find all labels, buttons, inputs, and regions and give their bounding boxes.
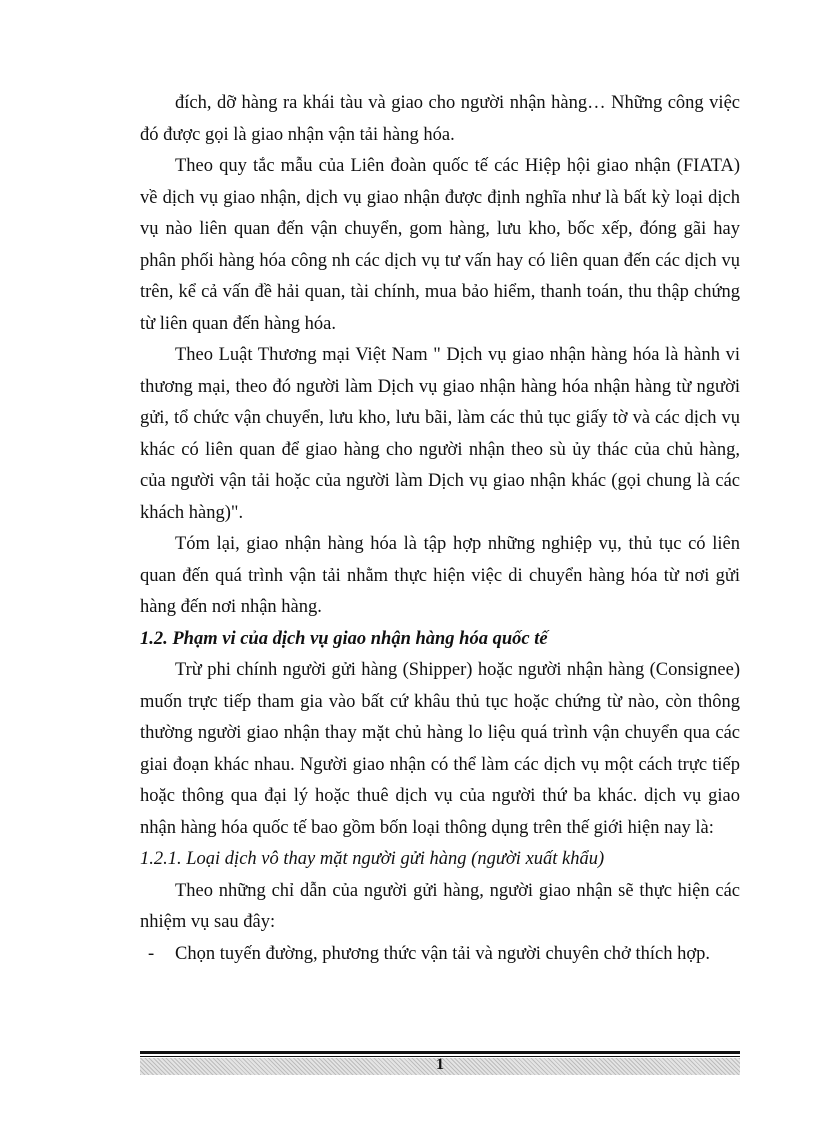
paragraph-instructions: Theo những chỉ dẫn của người gửi hàng, người giao nhận sẽ thực hiện các nhiệm vụ sau đây: xyxy=(140,880,740,932)
section-heading-1-2: 1.2. Phạm vi của dịch vụ giao nhận hàng hóa quốc tế xyxy=(140,628,548,649)
page-footer xyxy=(140,1051,740,1075)
paragraph-fiata-definition: Theo quy tắc mẫu của Liên đoàn quốc tế các Hiệp hội giao nhận (FIATA) về dịch vụ giao nhận, dịch vụ giao nhận được định nghĩa như là bất kỳ loại dịch vụ nào liên quan đến vận chuyển, gom hàng, lưu kho, bốc xếp, đóng gãi hay phân phối hàng hóa công nh các dịch vụ tư vấn hay có liên quan đến các dịch vụ trên, kể cả vấn đề hải quan, tài chính, mua bảo hiểm, thanh toán, thu thập chứng từ liên quan đến hàng hóa. xyxy=(140,156,740,334)
paragraph-scope: Trừ phi chính người gửi hàng (Shipper) hoặc người nhận hàng (Consignee) muốn trực tiếp tham gia vào bất cứ khâu thủ tục hoặc chứng từ nào, còn thông thường người giao nhận thay mặt chủ hàng lo liệu quá trình vận chuyển qua các giai đoạn khác nhau. Người giao nhận có thể làm các dịch vụ một cách trực tiếp hoặc thông qua đại lý hoặc thuê dịch vụ của người thứ ba khác. dịch vụ giao nhận hàng hóa quốc tế bao gồm bốn loại thông dụng trên thế giới hiện nay là: xyxy=(140,660,740,838)
page-number: 1 xyxy=(436,1056,444,1073)
paragraph-summary: Tóm lại, giao nhận hàng hóa là tập hợp những nghiệp vụ, thủ tục có liên quan đến quá trình vận tải nhằm thực hiện việc di chuyển hàng hóa từ nơi gửi hàng đến nơi nhận hàng. xyxy=(140,534,740,617)
paragraph-freight-definition-end: đích, dỡ hàng ra khái tàu và giao cho người nhận hàng… Những công việc đó được gọi là giao nhận vận tải hàng hóa. xyxy=(140,93,740,145)
paragraph-vietnam-commercial-law: Theo Luật Thương mại Việt Nam " Dịch vụ giao nhận hàng hóa là hành vi thương mại, theo đó người làm Dịch vụ giao nhận hàng hóa nhận hàng từ người gửi, tổ chức vận chuyển, lưu kho, lưu bãi, làm các thủ tục giấy tờ và các dịch vụ khác có liên quan để giao hàng cho người nhận theo sù ủy thác của chủ hàng, của người vận tải hoặc của người làm Dịch vụ giao nhận khác (gọi chung là các khách hàng)". xyxy=(140,345,740,523)
footer-rule-thick xyxy=(140,1051,740,1054)
list-item-text: Chọn tuyến đường, phương thức vận tải và người chuyên chở thích hợp. xyxy=(175,943,710,964)
document-body xyxy=(140,88,740,970)
section-heading-1-2-1: 1.2.1. Loại dịch vô thay mặt người gửi hàng (người xuất khẩu) xyxy=(140,849,605,869)
bullet-dash-icon: - xyxy=(148,943,155,964)
list-item xyxy=(140,939,740,971)
